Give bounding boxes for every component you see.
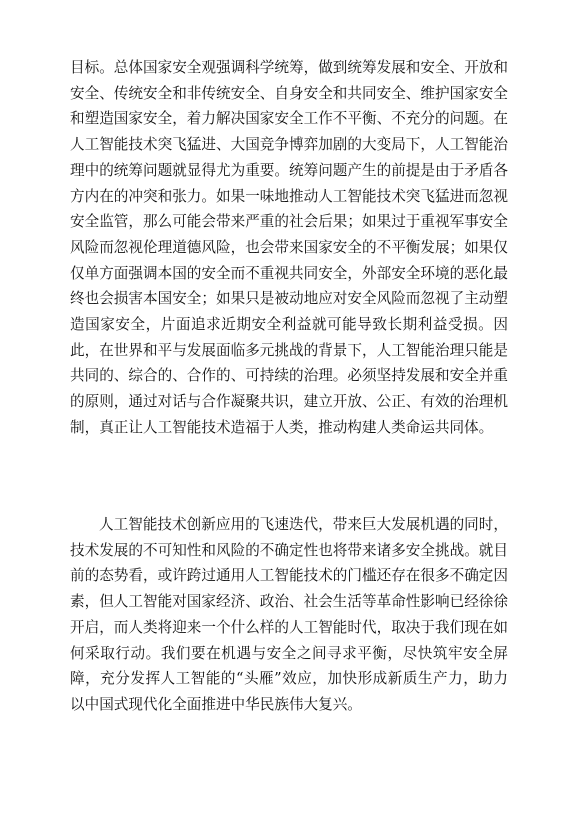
body-paragraph-1: 目标。总体国家安全观强调科学统筹，做到统筹发展和安全、开放和安全、传统安全和非传统安全、自身安全和共同安全、维护国家安全和塑造国家安全，着力解决国家安全工作不平衡、不充分的问题。在人工智能技术突飞猛进、大国竞争博弈加剧的大变局下，人工智能治理中的统筹问题就显得尤为重要。统筹问题产生的前提是由于矛盾各方内在的冲突和张力。如果一味地推动人工智能技术突飞猛进而忽视安全监管，那么可能会带来严重的社会后果；如果过于重视军事安全风险而忽视伦理道德风险，也会带来国家安全的不平衡发展；如果仅仅单方面强调本国的安全而不重视共同安全，外部安全环境的恶化最终也会损害本国安全；如果只是被动地应对安全风险而忽视了主动塑造国家安全，片面追求近期安全利益就可能导致长期利益受损。因此，在世界和平与发展面临多元挑战的背景下，人工智能治理只能是共同的、综合的、合作的、可持续的治理。必须坚持发展和安全并重的原则，通过对话与合作凝聚共识，建立开放、公正、有效的治理机制，真正让人工智能技术造福于人类，推动构建人类命运共同体。 <box>70 59 508 436</box>
body-paragraph-2: 人工智能技术创新应用的飞速迭代，带来巨大发展机遇的同时，技术发展的不可知性和风险的不确定性也将带来诸多安全挑战。就目前的态势看，或许跨过通用人工智能技术的门槛还存在很多不确定因素，但人工智能对国家经济、政治、社会生活等革命性影响已经徐徐开启，而人类将迎来一个什么样的人工智能时代，取决于我们现在如何采取行动。我们要在机遇与安全之间寻求平衡，尽快筑牢安全屏障，充分发挥人工智能的“头雁”效应，加快形成新质生产力，助力以中国式现代化全面推进中华民族伟大复兴。 <box>70 516 508 713</box>
